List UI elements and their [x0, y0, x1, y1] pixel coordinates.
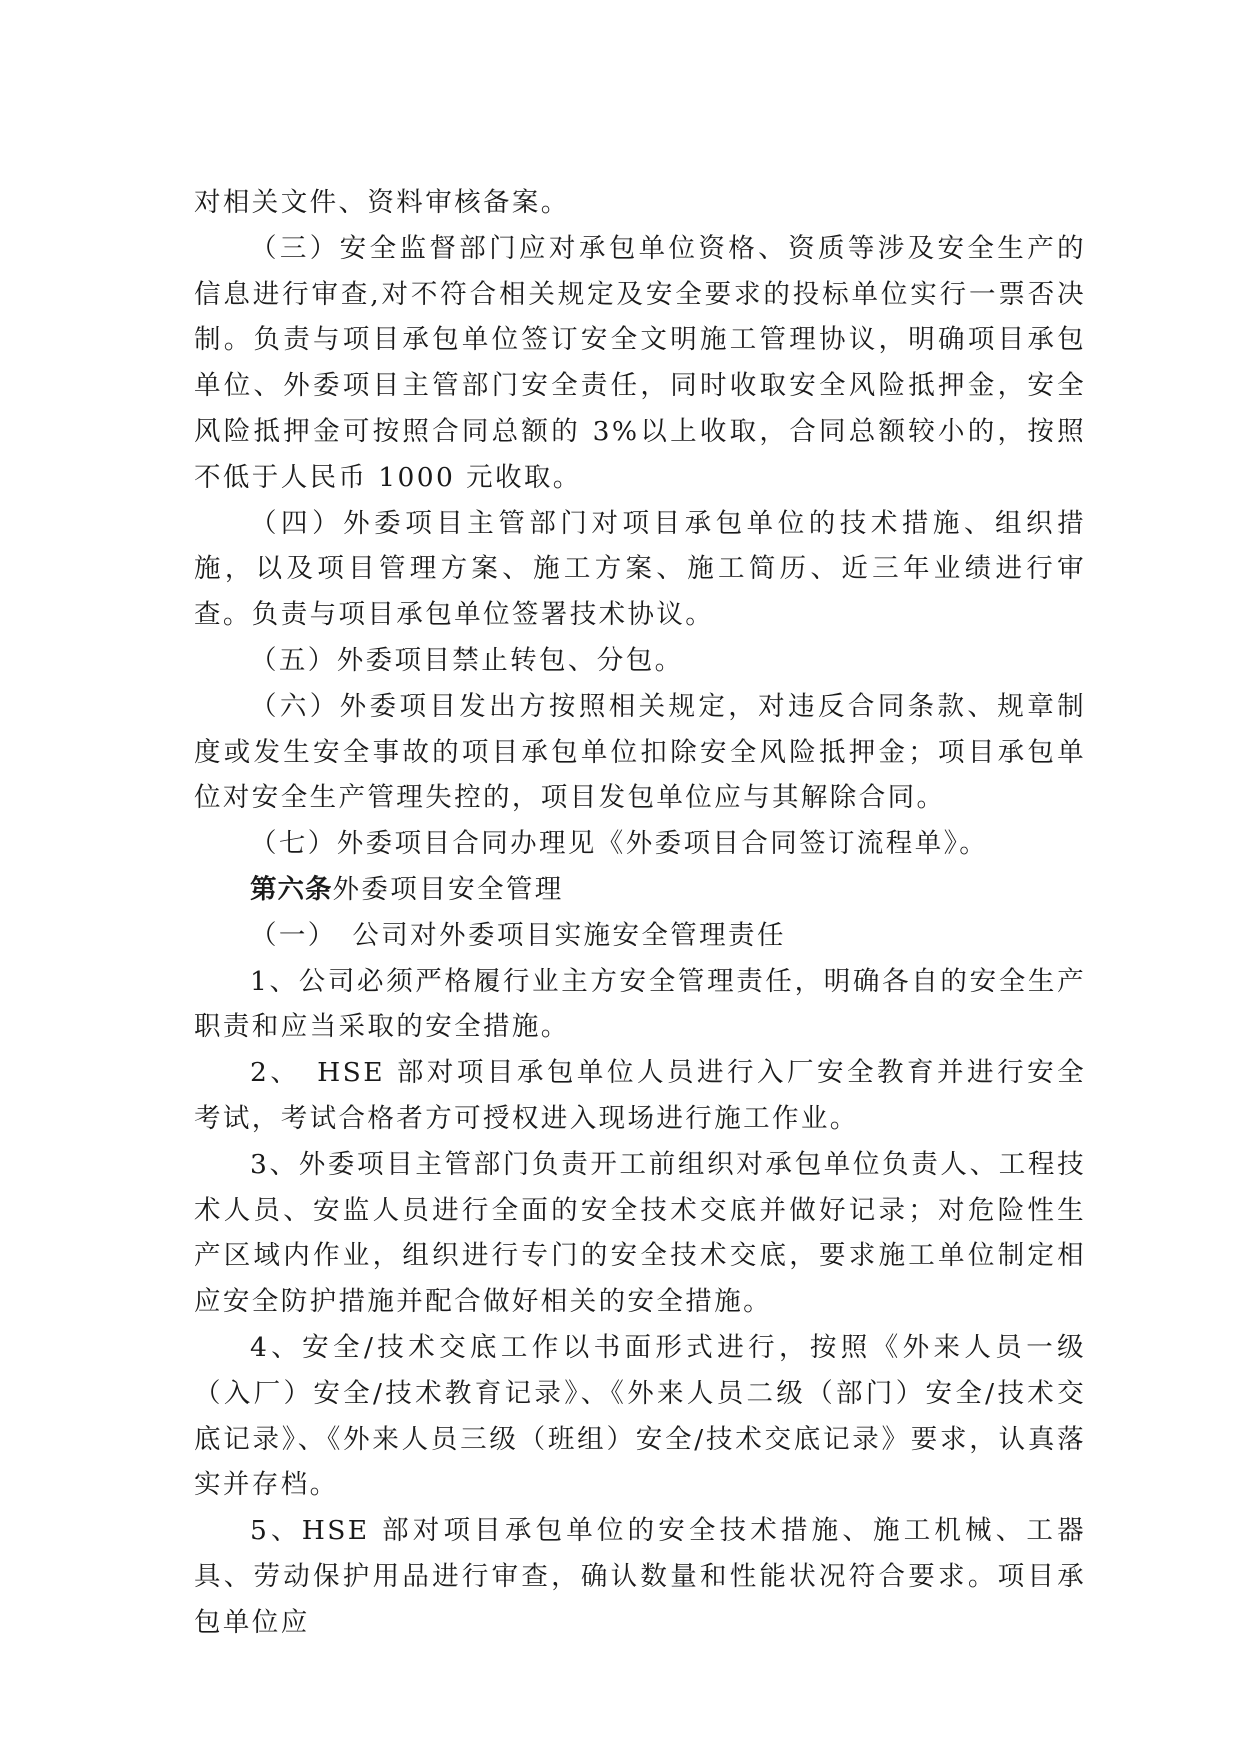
paragraph-1: 对相关文件、资料审核备案。 [194, 187, 570, 218]
paragraph-item-1: 1、公司必须严格履行业主方安全管理责任，明确各自的安全生产职责和应当采取的安全措施。 [194, 965, 1086, 1043]
paragraph-section-4: （四）外委项目主管部门对项目承包单位的技术措施、组织措施，以及项目管理方案、施工方案、施工简历、近三年业绩进行审查。负责与项目承包单位签署技术协议。 [194, 507, 1086, 631]
paragraph-section-3: （三）安全监督部门应对承包单位资格、资质等涉及安全生产的信息进行审查,对不符合相关规定及安全要求的投标单位实行一票否决制。负责与项目承包单位签订安全文明施工管理协议，明确项目承包单位、外委项目主管部门安全责任，同时收取安全风险抵押金，安全风险抵押金可按照合同总额的 3%以上收取，合同总额较小的，按照不低于人民币 1000 元收取。 [194, 232, 1086, 493]
document-body [194, 180, 1086, 1646]
article-6-number: 第六条 [250, 873, 333, 905]
paragraph-item-4: 4、安全/技术交底工作以书面形式进行，按照《外来人员一级（入厂）安全/技术教育记录》、《外来人员二级（部门）安全/技术交底记录》、《外来人员三级（班组）安全/技术交底记录》要求，认真落实并存档。 [194, 1331, 1086, 1501]
paragraph-item-2: 2、 HSE 部对项目承包单位人员进行入厂安全教育并进行安全考试，考试合格者方可授权进入现场进行施工作业。 [194, 1057, 1086, 1134]
paragraph-section-5: （五）外委项目禁止转包、分包。 [250, 644, 684, 676]
paragraph-section-7: （七）外委项目合同办理见《外委项目合同签订流程单》。 [250, 828, 989, 860]
paragraph-item-3: 3、外委项目主管部门负责开工前组织对承包单位负责人、工程技术人员、安监人员进行全面的安全技术交底并做好记录；对危险性生产区域内作业，组织进行专门的安全技术交底，要求施工单位制定相应安全防护措施并配合做好相关的安全措施。 [194, 1148, 1086, 1318]
paragraph-item-5: 5、HSE 部对项目承包单位的安全技术措施、施工机械、工器具、劳动保护用品进行审查，确认数量和性能状况符合要求。项目承包单位应 [194, 1515, 1086, 1638]
paragraph-subsection-1: （一） 公司对外委项目实施安全管理责任 [250, 919, 786, 951]
article-6-heading-line [194, 867, 1086, 913]
paragraph-section-6: （六）外委项目发出方按照相关规定，对违反合同条款、规章制度或发生安全事故的项目承包单位扣除安全风险抵押金；项目承包单位对安全生产管理失控的，项目发包单位应与其解除合同。 [194, 690, 1086, 814]
article-6-title: 外委项目安全管理 [332, 873, 564, 905]
